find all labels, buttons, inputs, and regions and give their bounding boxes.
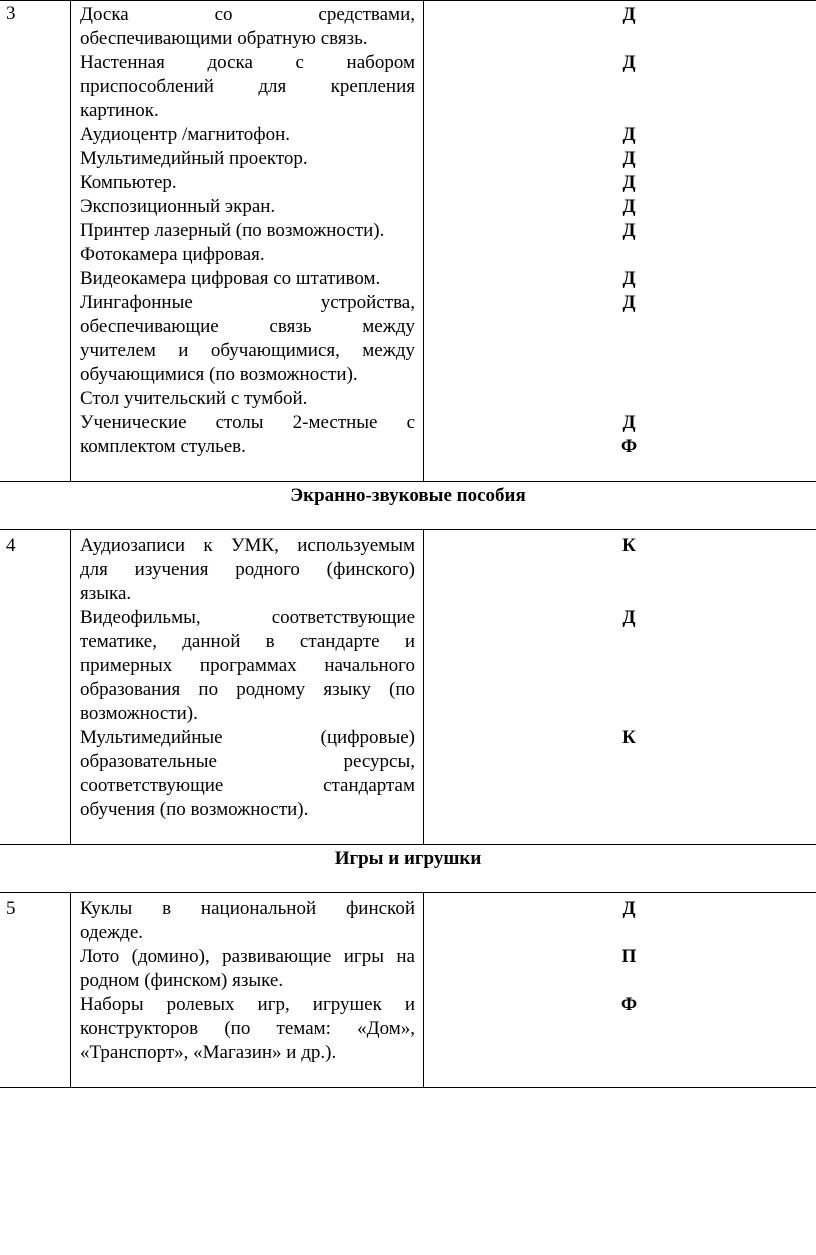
description-line: Аудиозаписи к УМК, используемым — [80, 535, 415, 556]
availability-code: Д — [622, 898, 636, 919]
description-line: для изучения родного (финского) — [80, 559, 415, 580]
section-1-bottom-border — [0, 529, 816, 530]
description-line: учителем и обучающимися, между — [80, 340, 415, 361]
description-line: образования по родному языку (по — [80, 679, 415, 700]
description-line: примерных программах начального — [80, 655, 415, 676]
description-line: Наборы ролевых игр, игрушек и — [80, 994, 415, 1015]
availability-code: Ф — [620, 994, 638, 1015]
description-line: родном (финском) языке. — [80, 970, 284, 991]
section-2-bottom-border — [0, 892, 816, 893]
section-heading: Игры и игрушки — [334, 848, 482, 869]
description-line: комплектом стульев. — [80, 436, 246, 457]
availability-code: Д — [622, 52, 636, 73]
row-4-bottom-border — [0, 844, 816, 845]
description-line: Компьютер. — [80, 172, 177, 193]
description-line: Настенная доска с набором — [80, 52, 415, 73]
column-divider — [423, 892, 424, 1087]
row-number: 3 — [6, 3, 16, 24]
row-description — [80, 3, 415, 459]
description-line: возможности). — [80, 703, 198, 724]
column-divider — [423, 529, 424, 844]
description-line: Ученические столы 2-местные с — [80, 412, 415, 433]
availability-code: Д — [622, 124, 636, 145]
description-line: Стол учительский с тумбой. — [80, 388, 308, 409]
description-line: «Транспорт», «Магазин» и др.). — [80, 1042, 337, 1063]
row-number: 5 — [6, 898, 16, 919]
description-line: обеспечивающими обратную связь. — [80, 28, 368, 49]
description-line: Видеофильмы, соответствующие — [80, 607, 415, 628]
description-line: языка. — [80, 583, 132, 604]
section-heading: Экранно-звуковые пособия — [290, 485, 526, 506]
availability-code: Д — [622, 196, 636, 217]
availability-code: Д — [622, 148, 636, 169]
availability-code: Д — [622, 268, 636, 289]
description-line: Экспозиционный экран. — [80, 196, 276, 217]
row-5-bottom-border — [0, 1087, 816, 1088]
availability-code: К — [622, 727, 636, 748]
availability-code: Д — [622, 172, 636, 193]
availability-code: Д — [622, 292, 636, 313]
row-number: 4 — [6, 535, 16, 556]
description-line: Фотокамера цифровая. — [80, 244, 265, 265]
availability-code: К — [622, 535, 636, 556]
column-divider — [70, 892, 71, 1087]
description-line: Мультимедийный проектор. — [80, 148, 308, 169]
description-line: Мультимедийные (цифровые) — [80, 727, 415, 748]
row-description — [80, 534, 415, 822]
description-line: обучения (по возможности). — [80, 799, 309, 820]
availability-code: Ф — [620, 436, 638, 457]
description-line: Доска со средствами, — [80, 4, 415, 25]
description-line: обеспечивающие связь между — [80, 316, 415, 337]
description-line: приспособлений для крепления — [80, 76, 415, 97]
description-line: одежде. — [80, 922, 144, 943]
description-line: Принтер лазерный (по возможности). — [80, 220, 385, 241]
description-line: Лото (домино), развивающие игры на — [80, 946, 415, 967]
availability-code: Д — [622, 4, 636, 25]
availability-code: Д — [622, 220, 636, 241]
availability-code: Д — [622, 412, 636, 433]
description-line: тематике, данной в стандарте и — [80, 631, 415, 652]
column-divider — [423, 0, 424, 481]
description-line: конструкторов (по темам: «Дом», — [80, 1018, 415, 1039]
description-line: Аудиоцентр /магнитофон. — [80, 124, 290, 145]
description-line: Видеокамера цифровая со штативом. — [80, 268, 381, 289]
row-3-bottom-border — [0, 481, 816, 482]
description-line: Куклы в национальной финской — [80, 898, 415, 919]
description-line: Лингафонные устройства, — [80, 292, 415, 313]
availability-code: П — [621, 946, 637, 967]
availability-code: Д — [622, 607, 636, 628]
description-line: образовательные ресурсы, — [80, 751, 415, 772]
table-border-top — [0, 0, 816, 1]
row-description — [80, 897, 415, 1065]
description-line: соответствующие стандартам — [80, 775, 415, 796]
column-divider — [70, 0, 71, 481]
column-divider — [70, 529, 71, 844]
description-line: обучающимися (по возможности). — [80, 364, 358, 385]
description-line: картинок. — [80, 100, 159, 121]
